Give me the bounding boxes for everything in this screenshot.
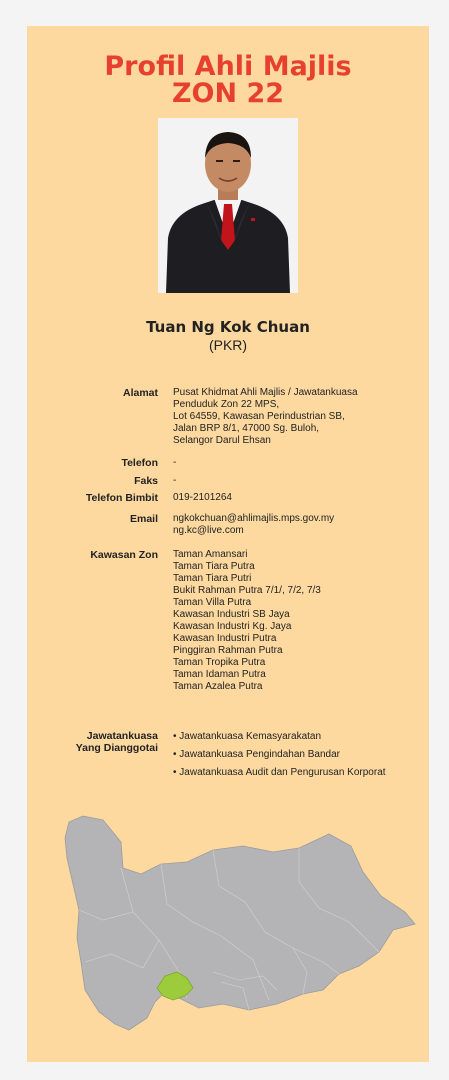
email-value [173, 513, 423, 537]
email-address[interactable]: ng.kc@live.com [173, 525, 244, 536]
list-item: Taman Idaman Putra [173, 669, 266, 680]
portrait-illustration [158, 118, 298, 293]
profile-panel [27, 26, 429, 1062]
fax-value: - [173, 475, 177, 486]
committee-name: Jawatankuasa Pengindahan Bandar [179, 749, 340, 760]
address-label: Alamat [122, 387, 158, 399]
list-item: Kawasan Industri SB Jaya [173, 609, 290, 620]
list-item: Taman Amansari [173, 549, 248, 560]
address-line: Jalan BRP 8/1, 47000 Sg. Buloh, [173, 423, 320, 434]
mobile-value: 019-2101264 [173, 492, 232, 503]
zone-map [63, 812, 425, 1032]
list-item: Taman Tropika Putra [173, 657, 266, 668]
list-item: Bukit Rahman Putra 7/1/, 7/2, 7/3 [173, 585, 321, 596]
email-label: Email [129, 513, 158, 525]
phone-value: - [173, 457, 177, 468]
zone-title: ZON 22 [171, 78, 285, 109]
member-photo [158, 118, 298, 293]
list-item: Taman Tiara Putri [173, 573, 252, 584]
mobile-label: Telefon Bimbit [85, 492, 158, 504]
committee-item: • Jawatankuasa Audit dan Pengurusan Korporat [173, 767, 386, 778]
member-party: (PKR) [208, 337, 248, 353]
email-address[interactable]: ngkokchuan@ahlimajlis.mps.gov.my [173, 513, 335, 524]
committee-label-line2: Yang Dianggotai [75, 742, 158, 754]
list-item: Kawasan Industri Kg. Jaya [173, 621, 292, 632]
address-line: Selangor Darul Ehsan [173, 435, 271, 446]
member-name: Tuan Ng Kok Chuan [146, 318, 310, 336]
fax-label: Faks [134, 475, 158, 487]
committee-item: • Jawatankuasa Kemasyarakatan [173, 731, 322, 742]
address-value [173, 387, 423, 447]
zone-map-base [65, 816, 415, 1030]
list-item: Pinggiran Rahman Putra [173, 645, 283, 656]
committee-label [27, 730, 158, 754]
zone-area-label: Kawasan Zon [90, 549, 158, 561]
list-item: Taman Tiara Putra [173, 561, 255, 572]
address-line: Pusat Khidmat Ahli Majlis / Jawatankuasa [173, 387, 358, 398]
zone-area-list [173, 549, 423, 693]
committee-name: Jawatankuasa Audit dan Pengurusan Korporat [179, 767, 386, 778]
address-line: Lot 64559, Kawasan Perindustrian SB, [173, 411, 345, 422]
committee-item: • Jawatankuasa Pengindahan Bandar [173, 749, 340, 760]
address-line: Penduduk Zon 22 MPS, [173, 399, 280, 410]
phone-label: Telefon [121, 457, 158, 469]
committee-name: Jawatankuasa Kemasyarakatan [179, 731, 322, 742]
list-item: Taman Villa Putra [173, 597, 252, 608]
page-title: Profil Ahli Majlis [104, 51, 352, 82]
committee-label-line1: Jawatankuasa [86, 730, 158, 742]
list-item: Kawasan Industri Putra [173, 633, 277, 644]
list-item: Taman Azalea Putra [173, 681, 263, 692]
